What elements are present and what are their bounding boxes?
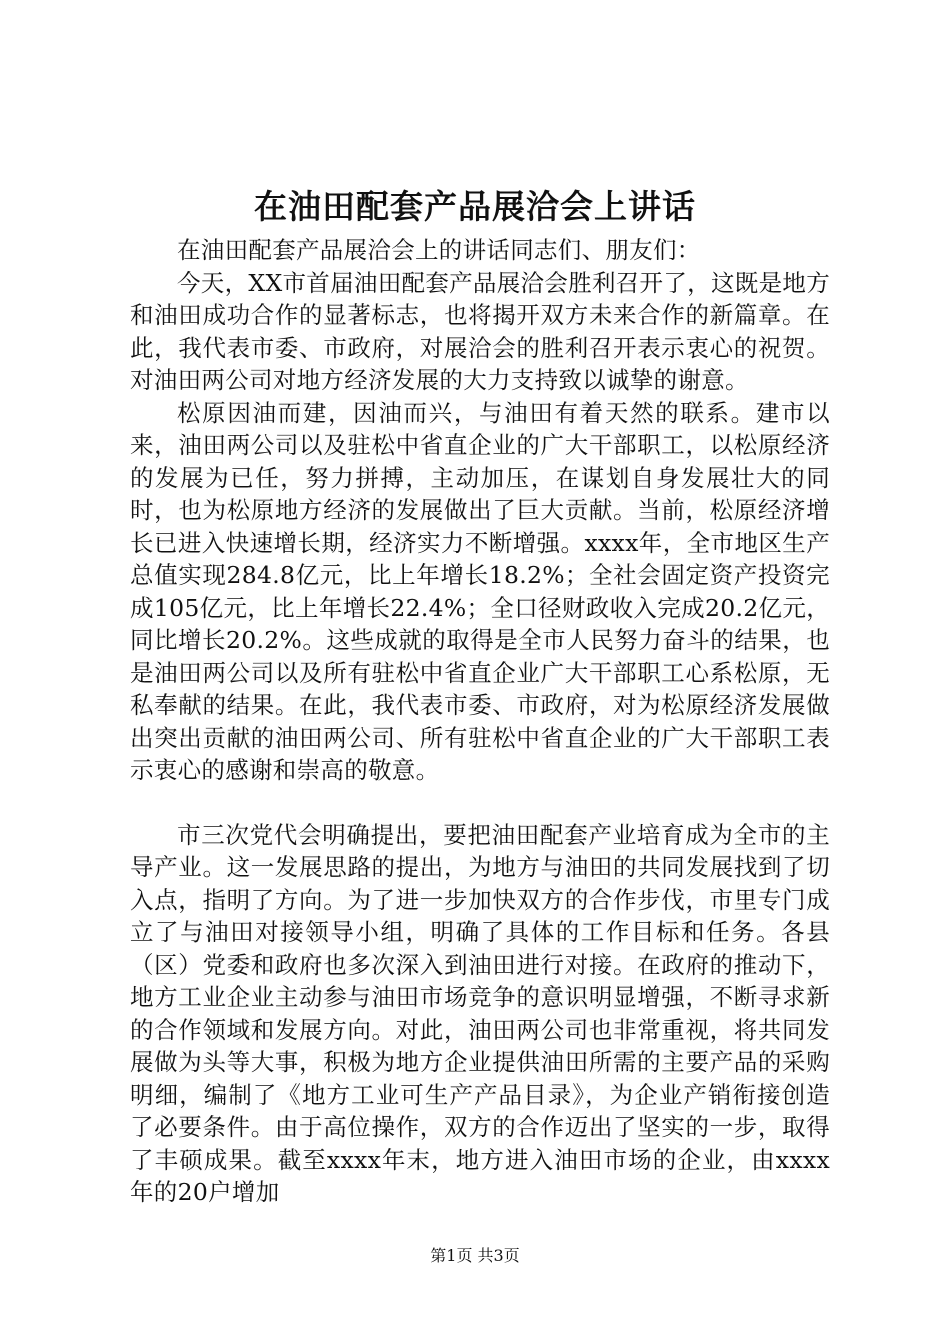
document-title: 在油田配套产品展洽会上讲话 [254, 187, 696, 226]
paragraph-cooperation: 市三次党代会明确提出，要把油田配套产业培育成为全市的主导产业。这一发展思路的提出，为地方与油田的共同发展找到了切入点，指明了方向。为了进一步加快双方的合作步伐，市里专门成立了与油田对接领导小组，明确了具体的工作目标和任务。各县（区）党委和政府也多次深入到油田进行对接。在政府的推动下，地方工业企业主动参与油田市场竞争的意识明显增强，不断寻求新的合作领域和发展方向。对此，油田两公司也非常重视，将共同发展做为头等大事，积极为地方企业提供油田所需的主要产品的采购明细，编制了《地方工业可生产产品目录》，为企业产销衔接创造了必要条件。由于高位操作，双方的合作迈出了坚实的一步，取得了丰硕成果。截至xxxx年末，地方进入油田市场的企业，由xxxx年的20户增加 [130, 820, 830, 1206]
page-number: 第1页 共3页 [430, 1246, 520, 1265]
paragraph-salutation: 在油田配套产品展洽会上的讲话同志们、朋友们： [177, 236, 701, 264]
paragraph-economy: 松原因油而建，因油而兴，与油田有着天然的联系。建市以来，油田两公司以及驻松中省直企业的广大干部职工，以松原经济的发展为已任，努力拼搏，主动加压，在谋划自身发展壮大的同时，也为松原地方经济的发展做出了巨大贡献。当前，松原经济增长已进入快速增长期，经济实力不断增强。xxxx年，全市地区生产总值实现284.8亿元，比上年增长18.2%；全社会固定资产投资完成105亿元，比上年增长22.4%；全口径财政收入完成20.2亿元，同比增长20.2%。这些成就的取得是全市人民努力奋斗的结果，也是油田两公司以及所有驻松中省直企业广大干部职工心系松原，无私奉献的结果。在此，我代表市委、市政府，对为松原经济发展做出突出贡献的油田两公司、所有驻松中省直企业的广大干部职工表示衷心的感谢和崇高的敬意。 [130, 398, 830, 784]
document-body [130, 234, 830, 1209]
paragraph-opening: 今天，XX市首届油田配套产品展洽会胜利召开了，这既是地方和油田成功合作的显著标志，也将揭开双方未来合作的新篇章。在此，我代表市委、市政府，对展洽会的胜利召开表示衷心的祝贺。对油田两公司对地方经济发展的大力支持致以诚挚的谢意。 [130, 268, 830, 394]
